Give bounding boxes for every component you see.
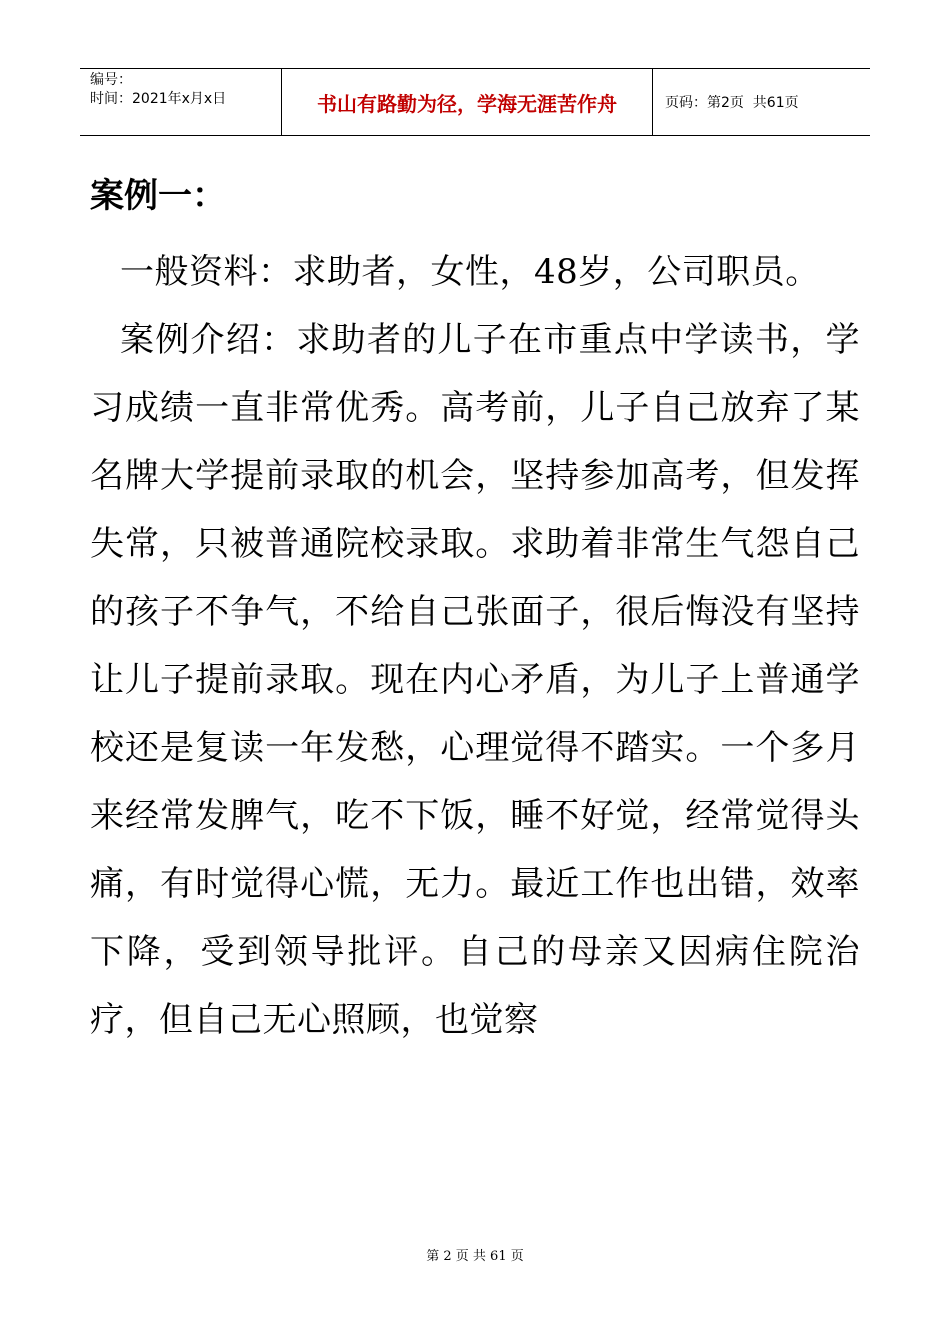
header-meta	[90, 71, 226, 109]
page-footer: 第 2 页 共 61 页	[426, 1249, 524, 1264]
paragraph-general-info: 一般资料：求助者，女性，48岁，公司职员。	[120, 252, 820, 292]
header-motto: 书山有路勤为径，学海无涯苦作舟	[281, 69, 653, 135]
paragraph-case-intro: 案例介绍：求助者的儿子在市重点中学读书，学习成绩一直非常优秀。高考前，儿子自己放弃了某名牌大学提前录取的机会，坚持参加高考，但发挥失常，只被普通院校录取。求助着非常生气怨自己的孩子不争气，不给自己张面子，很后悔没有坚持让儿子提前录取。现在内心矛盾，为儿子上普通学校还是复读一年发愁，心理觉得不踏实。一个多月来经常发脾气，吃不下饭，睡不好觉，经常觉得头痛，有时觉得心慌，无力。最近工作也出错，效率下降，受到领导批评。自己的母亲又因病住院治疗，但自己无心照顾，也觉察	[90, 320, 860, 1040]
header-page-info: 页码：第2页 共61页	[665, 95, 799, 111]
document-time-label: 时间：2021年x月x日	[90, 91, 227, 107]
case-heading: 案例一：	[90, 176, 226, 216]
document-body	[90, 238, 860, 1054]
page-header	[80, 68, 870, 136]
document-number-label: 编号：	[90, 72, 132, 88]
